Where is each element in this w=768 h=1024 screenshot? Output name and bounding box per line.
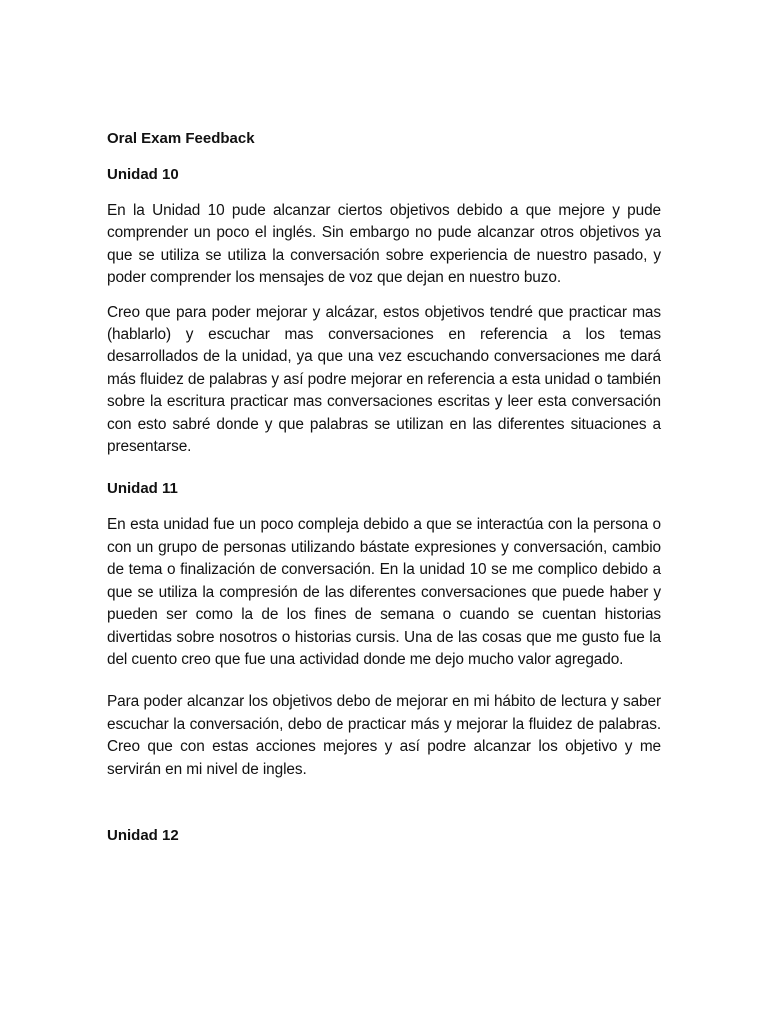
section-heading-unidad-12: Unidad 12: [107, 826, 179, 844]
section-heading-unidad-10: Unidad 10: [107, 166, 179, 183]
paragraph-unidad-10-2: Creo que para poder mejorar y alcázar, estos objetivos tendré que practicar mas (hablarlo) y escuchar mas conversaciones en referencia a los temas desarrollados de la unidad, ya que una vez escuchando conversaciones me dará más fluidez de palabras y así podre mejorar en referencia a esta unidad o también sobre la escritura practicar mas conversaciones escritas y leer esta conversación con esto sabré donde y que palabras se utilizan en las diferentes situaciones a presentarse.: [107, 303, 661, 456]
paragraph-unidad-10-1: En la Unidad 10 pude alcanzar ciertos objetivos debido a que mejore y pude comprender un poco el inglés. Sin embargo no pude alcanzar otros objetivos ya que se utiliza se utiliza la conversación sobre experiencia de nuestro pasado, y poder comprender los mensajes de voz que dejan en nuestro buzo.: [107, 202, 661, 287]
paragraph-unidad-11-1: En esta unidad fue un poco compleja debido a que se interactúa con la persona o con un grupo de personas utilizando bástate expresiones y conversación, cambio de tema o finalización de conversación. En la unidad 10 se me complico debido a que se utiliza la compresión de las diferentes conversaciones que puede haber y pueden ser como la de los fines de semana o cuando se cuentan historias divertidas sobre nosotros o historias cursis. Una de las cosas que me gusto fue la del cuento creo que fue una actividad donde me dejo mucho valor agregado.: [107, 516, 661, 668]
document-page: [107, 128, 661, 861]
document-title: Oral Exam Feedback: [107, 130, 255, 147]
paragraph-unidad-11-2: Para poder alcanzar los objetivos debo de mejorar en mi hábito de lectura y saber escuchar la conversación, debo de practicar más y mejorar la fluidez de palabras. Creo que con estas acciones mejores y así podre alcanzar los objetivo y me servirán en mi nivel de ingles.: [107, 693, 661, 778]
section-heading-unidad-11: Unidad 11: [107, 480, 178, 498]
